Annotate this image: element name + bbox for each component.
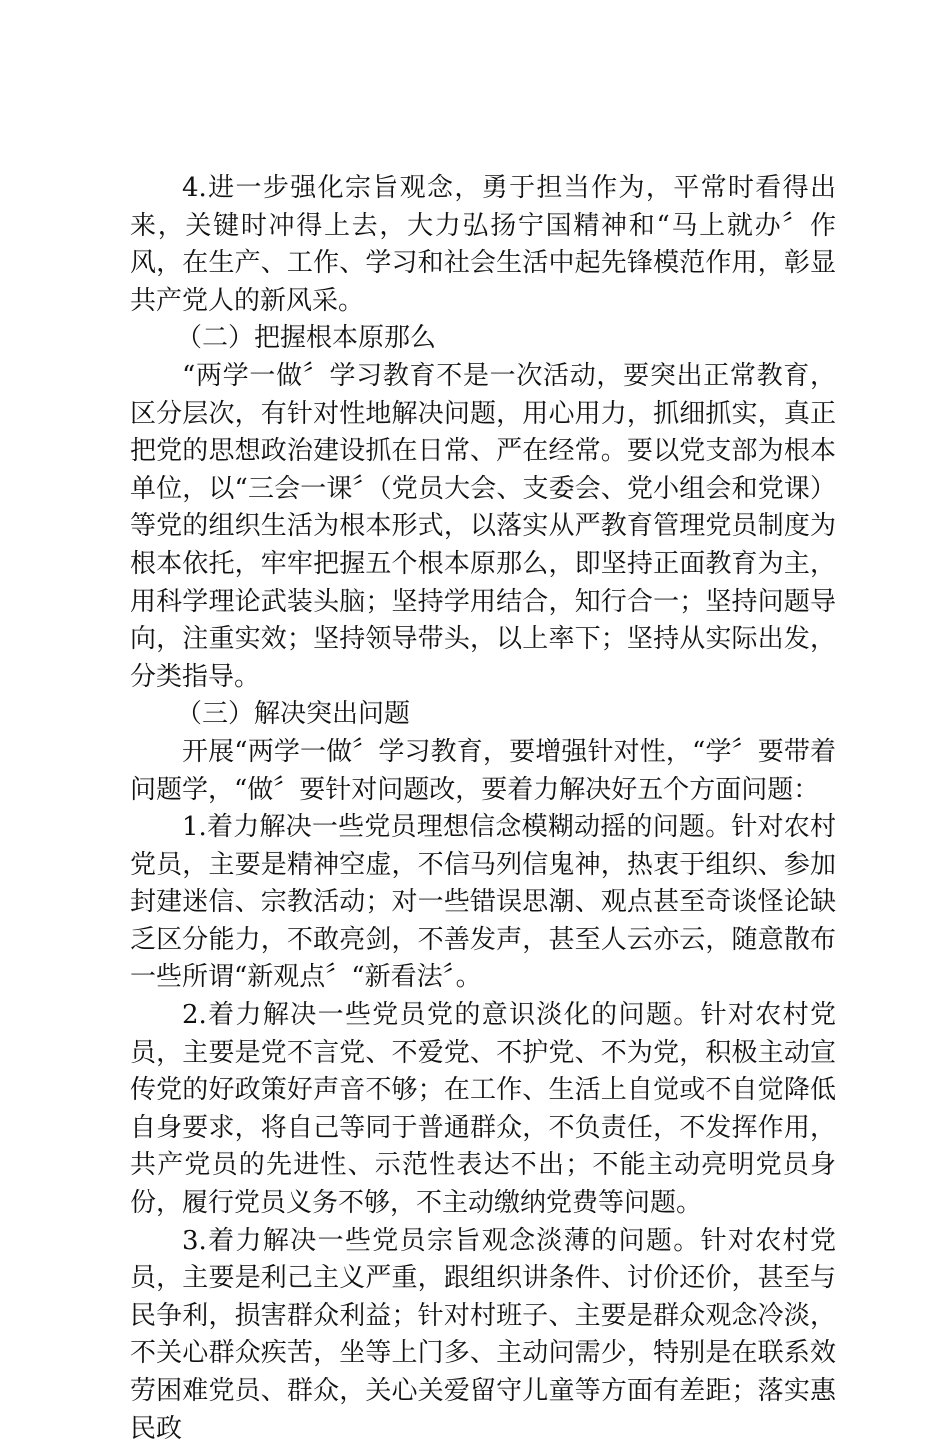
document-body	[130, 170, 836, 1448]
paragraph-principles: “两学一做〞学习教育不是一次活动，要突出正常教育，区分层次，有针对性地解决问题，用心用力，抓细抓实，真正把党的思想政治建设抓在日常、严在经常。要以党支部为根本单位，以“三会一课〞（党员大会、支委会、党小组会和党课）等党的组织生活为根本形式，以落实从严教育管理党员制度为根本依托，牢牢把握五个根本原那么，即坚持正面教育为主，用科学理论武装头脑；坚持学用结合，知行合一；坚持问题导向，注重实效；坚持领导带头，以上率下；坚持从实际出发，分类指导。	[130, 360, 836, 692]
section-heading-principles: （二）把握根本原那么	[176, 323, 437, 354]
paragraph-item-4: 4.进一步强化宗旨观念，勇于担当作为，平常时看得出来，关键时冲得上去，大力弘扬宁国精神和“马上就办〞作风，在生产、工作、学习和社会生活中起先锋模范作用，彰显共产党人的新风采。	[130, 173, 836, 316]
paragraph-problems-intro: 开展“两学一做〞学习教育，要增强针对性，“学〞要带着问题学，“做〞要针对问题改，要着力解决好五个方面问题：	[130, 736, 836, 805]
paragraph-problem-1: 1.着力解决一些党员理想信念模糊动摇的问题。针对农村党员，主要是精神空虚，不信马列信鬼神，热衷于组织、参加封建迷信、宗教活动；对一些错误思潮、观点甚至奇谈怪论缺乏区分能力，不敢亮剑，不善发声，甚至人云亦云，随意散布一些所谓“新观点〞“新看法〞。	[130, 812, 836, 993]
paragraph-problem-2: 2.着力解决一些党员党的意识淡化的问题。针对农村党员，主要是党不言党、不爱党、不护党、不为党，积极主动宣传党的好政策好声音不够；在工作、生活上自觉或不自觉降低自身要求，将自己等同于普通群众，不负责任，不发挥作用，共产党员的先进性、示范性表达不出；不能主动亮明党员身份，履行党员义务不够，不主动缴纳党费等问题。	[130, 1000, 836, 1219]
paragraph-problem-3: 3.着力解决一些党员宗旨观念淡薄的问题。针对农村党员，主要是利己主义严重，跟组织讲条件、讨价还价，甚至与民争利，损害群众利益；针对村班子、主要是群众观念冷淡，不关心群众疾苦，坐等上门多、主动问需少，特别是在联系效劳困难党员、群众，关心关爱留守儿童等方面有差距；落实惠民政	[130, 1225, 836, 1444]
section-heading-problems: （三）解决突出问题	[176, 699, 411, 730]
